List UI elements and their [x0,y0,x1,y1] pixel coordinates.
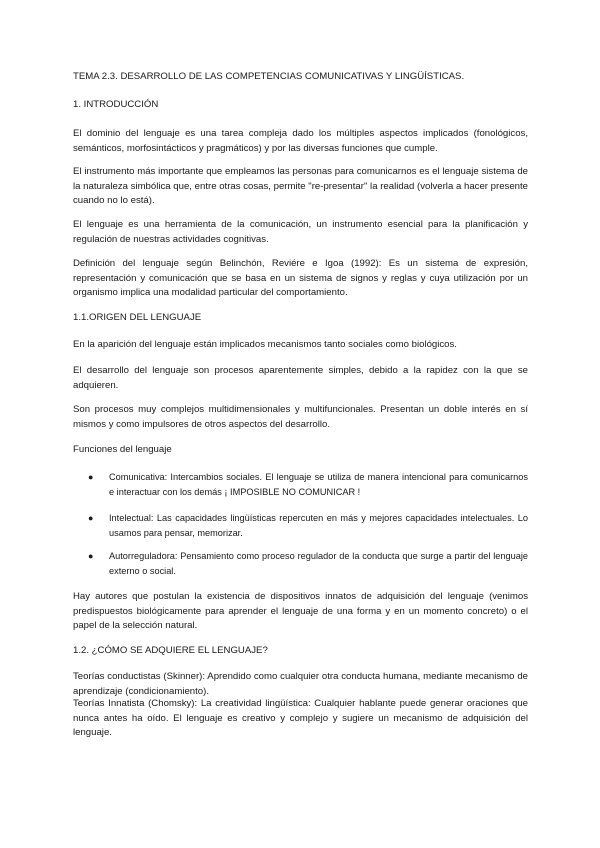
bullet-icon: ● [88,513,94,523]
list-item: Comunicativa: Intercambios sociales. El lenguaje se utiliza de manera intencional para comunicarnos e interactuar con los demás ¡ IMPOSIBLE NO COMUNICAR ! [109,472,528,497]
functions-heading: Funciones del lenguaje [73,444,172,455]
paragraph: El instrumento más importante que empleamos las personas para comunicarnos es el lenguaje sistema de la naturaleza simbólica que, entre otras cosas, permite "re-presentar" la realidad (volverla a hacer presente cuando no lo está). [73,166,528,206]
paragraph: Definición del lenguaje según Belinchón, Reviére e Igoa (1992): Es un sistema de expresión, representación y comunicación que se basa en un sistema de signos y reglas y cuya utilización por un organismo implica una modalidad particular del comportamiento. [73,258,528,298]
paragraph: Hay autores que postulan la existencia de dispositivos innatos de adquisición del lenguaje (venimos predispuestos biológicamente para aprender el lenguaje de una forma y en un momento concreto) o el papel de la selección natural. [73,591,528,631]
paragraph: Teorías Innatista (Chomsky): La creatividad lingüística: Cualquier hablante puede generar oraciones que nunca antes ha oído. El lenguaje es creativo y complejo y sugiere un mecanismo de adquisición del lenguaje. [73,698,528,738]
list-item: Autorreguladora: Pensamiento como proceso regulador de la conducta que surge a partir del lenguaje externo o social. [109,551,528,576]
bullet-icon: ● [88,551,94,561]
bullet-icon: ● [88,472,94,482]
paragraph: En la aparición del lenguaje están implicados mecanismos tanto sociales como biológicos. [73,339,457,350]
section-heading-introduccion: 1. INTRODUCCIÓN [73,99,159,110]
section-heading-origen: 1.1.ORIGEN DEL LENGUAJE [73,312,202,323]
paragraph: El desarrollo del lenguaje son procesos aparentemente simples, debido a la rapidez con la que se adquieren. [73,365,528,391]
paragraph: Teorías conductistas (Skinner): Aprendido como cualquier otra conducta humana, mediante mecanismo de aprendizaje (condicionamiento). [73,671,528,697]
paragraph: El dominio del lenguaje es una tarea compleja dado los múltiples aspectos implicados (fonológicos, semánticos, morfosintácticos y pragmáticos) y por las diversas funciones que cumple. [73,128,528,154]
document-title: TEMA 2.3. DESARROLLO DE LAS COMPETENCIAS COMUNICATIVAS Y LINGÜÍSTICAS. [73,71,465,82]
list-item: Intelectual: Las capacidades lingüísticas repercuten en más y mejores capacidades intelectuales. Lo usamos para pensar, memorizar. [109,513,528,538]
paragraph: Son procesos muy complejos multidimensionales y multifuncionales. Presentan un doble interés en sí mismos y como impulsores de otros aspectos del desarrollo. [73,404,528,430]
section-heading-como-se-adquiere: 1.2. ¿CÓMO SE ADQUIERE EL LENGUAJE? [73,645,268,656]
paragraph: El lenguaje es una herramienta de la comunicación, un instrumento esencial para la planificación y regulación de nuestras actividades cognitivas. [73,219,528,245]
